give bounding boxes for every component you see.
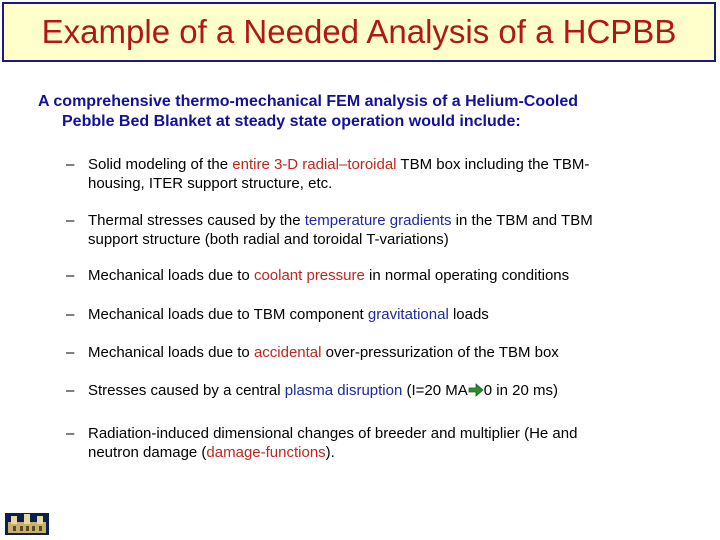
slide-title: Example of a Needed Analysis of a HCPBB (41, 13, 677, 50)
bullet-text: over-pressurization of the TBM box (321, 344, 559, 361)
bullet-plasma-disruption (66, 381, 698, 400)
bullet-text: TBM box including the TBM- (396, 156, 590, 173)
intro-line-1: A comprehensive thermo-mechanical FEM analysis of a Helium-Cooled (38, 93, 578, 110)
bullet-text: Thermal stresses caused by the (88, 212, 305, 229)
bullet-text: Stresses caused by a central (88, 382, 285, 399)
bullet-text: (I=20 MA (402, 382, 468, 399)
bullet-text: Mechanical loads due to (88, 344, 254, 361)
highlight-text: plasma disruption (284, 382, 403, 399)
bullet-accidental-overpressure (66, 343, 698, 362)
right-arrow-icon (468, 383, 484, 397)
bullet-coolant-pressure (66, 266, 698, 285)
bullet-radiation-damage (66, 424, 698, 462)
highlight-text: accidental (253, 344, 322, 361)
bullet-text-continuation: housing, ITER support structure, etc. (88, 175, 333, 192)
bullet-text: in the TBM and TBM (451, 212, 593, 229)
bullet-text: Solid modeling of the (88, 156, 233, 173)
bullet-dash: – (66, 382, 75, 399)
slide-title-box (2, 2, 716, 62)
bullet-gravitational-loads (66, 305, 698, 324)
bullet-text: Mechanical loads due to (88, 267, 254, 284)
highlight-text: coolant pressure (253, 267, 365, 284)
bullet-text: Radiation-induced dimensional changes of breeder and multiplier (He and (88, 425, 578, 442)
bullet-text: loads (448, 306, 489, 323)
bullet-dash: – (66, 344, 75, 361)
bullet-text: in normal operating conditions (364, 267, 570, 284)
bullet-text: Mechanical loads due to TBM component (88, 306, 368, 323)
bullet-dash: – (66, 156, 75, 173)
bullet-dash: – (66, 267, 75, 284)
bullet-text-continuation: support structure (both radial and toroidal T-variations) (88, 231, 449, 248)
bullet-dash: – (66, 212, 75, 229)
bullet-solid-modeling (66, 155, 698, 193)
intro-paragraph (38, 92, 678, 132)
highlight-text: gravitational (367, 306, 449, 323)
highlight-text: temperature gradients (304, 212, 452, 229)
highlight-text: entire 3-D radial–toroidal (232, 156, 397, 173)
bullet-dash: – (66, 425, 75, 442)
highlight-text: damage-functions (206, 444, 326, 461)
intro-line-2: Pebble Bed Blanket at steady state operation would include: (62, 113, 521, 130)
bullet-text: ). (325, 444, 335, 461)
bullet-text-continuation: neutron damage ( (88, 444, 207, 461)
bullet-text: 0 in 20 ms) (483, 382, 558, 399)
bullet-dash: – (66, 306, 75, 323)
bullet-thermal-stresses (66, 211, 698, 249)
institution-logo-icon (5, 513, 49, 535)
